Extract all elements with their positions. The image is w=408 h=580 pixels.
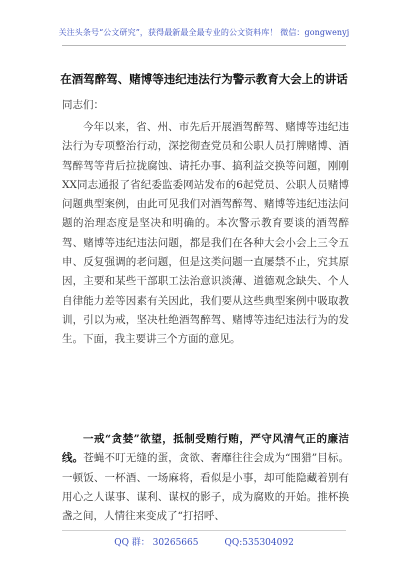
paragraph-2-body: 苍蝇不叮无缝的蛋，贪欲、奢靡往往会成为“围猎”目标。一顿饭、一杯酒、一场麻将，看似是小事，却可能隐藏着别有用心之人谋事、谋利、谋权的影子，成为腐败的开始。推杯换盏之间，人情往来变成了“打招呼、	[62, 452, 349, 523]
footer-divider	[62, 530, 346, 531]
paragraph-2-lead: 一戒“贪婪”欲望，抵制受贿行贿，严守风清气正的廉洁线。	[62, 433, 349, 465]
document-title: 在酒驾醉驾、赌博等违纪违法行为警示教育大会上的讲话	[60, 72, 348, 86]
header-divider	[62, 45, 346, 46]
footer	[0, 535, 408, 548]
footer-qq-number: QQ:535304092	[224, 538, 294, 548]
header-banner: 关注头条号“公文研究”，获得最新最全最专业的公文资料库！ 微信：gongwenyj	[58, 28, 350, 37]
paragraph-1: 今年以来，省、州、市先后开展酒驾醉驾、赌博等违纪违法行为专项整治行动，深挖彻查党员和公职人员打牌赌博、酒驾醉驾等背后拉拢腐蚀、请托办事、搞利益交换等问题，刚刚XX同志通报了省纪委监委网站发布的6起党员、公职人员赌博问题典型案例，由此可见我们对酒驾醉驾、赌博等违纪违法问题的治理态度是坚决和明确的。本次警示教育要谈的酒驾醉驾、赌博等违纪违法问题，都是我们在各种大会小会上三令五申、反复强调的老问题，但是这类问题一直屡禁不止，究其原因，主要和某些干部职工法治意识淡薄、道德观念缺失、个人自律能力差等因素有关因此，我们要从这些典型案例中吸取教训，引以为戒，坚决杜绝酒驾醉驾、赌博等违纪违法行为的发生。下面，我主要讲三个方面的意见。	[62, 121, 349, 346]
salutation: 同志们：	[62, 99, 104, 111]
paragraph-2	[62, 430, 349, 526]
footer-qq-group: QQ 群： 30265665	[114, 538, 199, 548]
